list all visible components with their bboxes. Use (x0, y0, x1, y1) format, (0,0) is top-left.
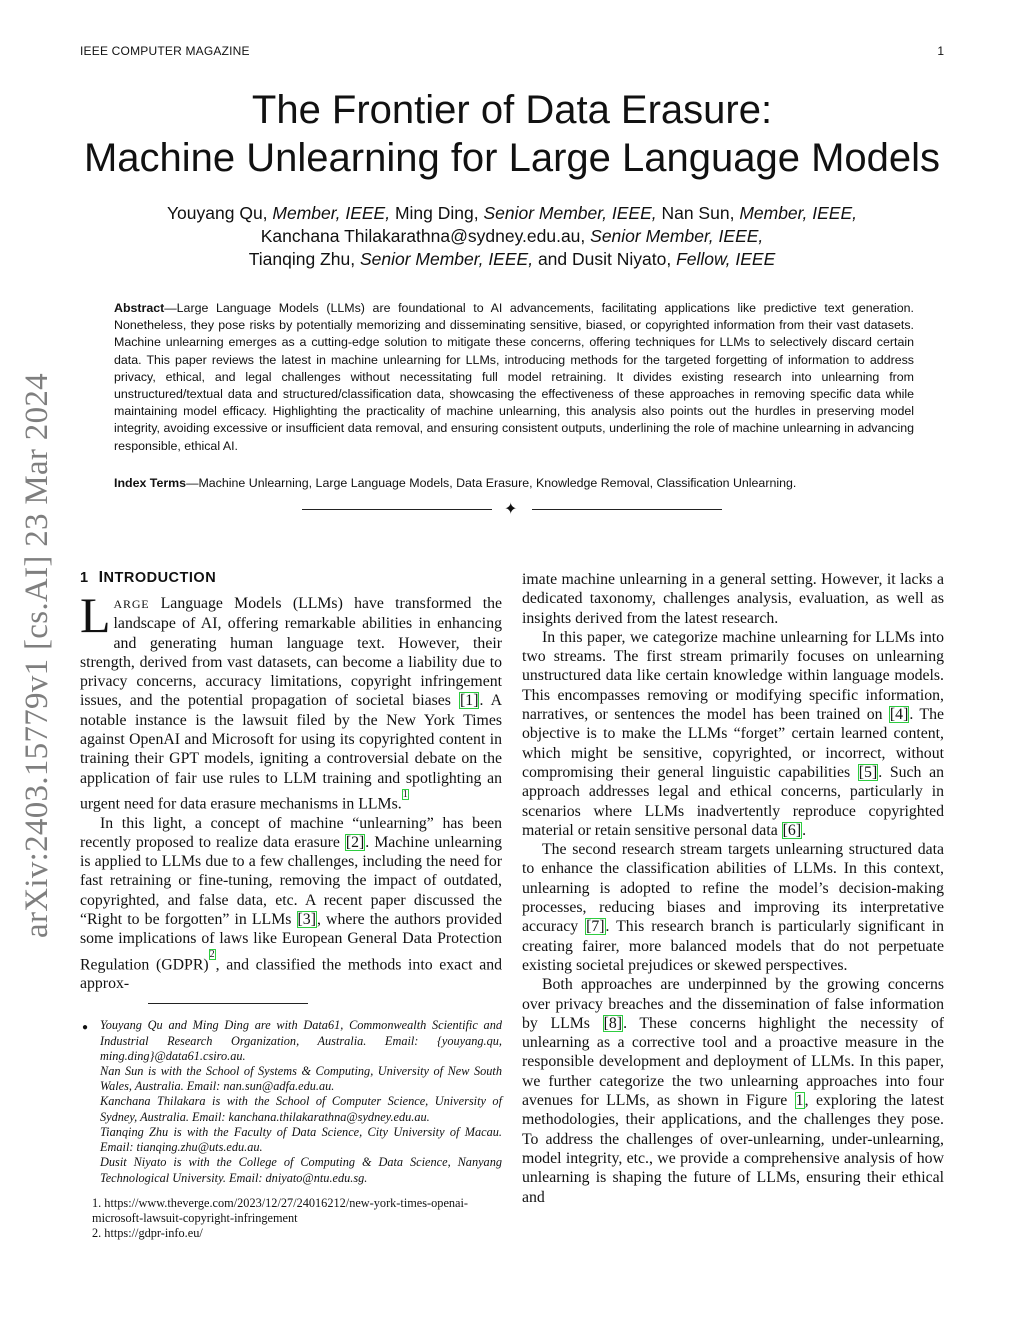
author-line-2 (80, 225, 944, 248)
intro-paragraph-6: Both approaches are underpinned by the growing concerns over privacy breaches and the dissemination of false information by LLMs [8]. These concerns highlight the necessity of unlearning as a corrective tool and a proactive measure in the responsible development and deployment of LLMs. In this paper, we further categorize the two unlearning approaches into four avenues for LLMs, as shown in Figure 1, exploring the latest methodologies, their applications, and the challenges they pose. To address the challenges of over-unlearning, under-unlearning, model integrity, etc., we provide a comprehensive analysis of how unlearning is shaping the future of LLMs, ensuring their ethical and (522, 976, 944, 1206)
author-name: and Dusit Niyato, (533, 249, 677, 269)
author-role: Member, IEEE, (272, 203, 391, 223)
footnotes (80, 1196, 502, 1242)
divider-line-right (532, 509, 722, 510)
author-list (80, 202, 944, 271)
intro-paragraph-5: The second research stream targets unlearning structured data to enhance the classification abilities of LLMs. In this context, unlearning is adopted to refine the model’s decision-making processes, reducing biases and improving its interpretative accuracy [7]. This research branch is particularly significant in creating fairer, more balanced models that do not perpetuate existing societal prejudices or skewed perspectives. (522, 841, 944, 974)
footnote-link[interactable]: 1 (402, 788, 408, 800)
author-name: Youyang Qu, (166, 203, 273, 223)
author-name: Kanchana Thilakarathna@sydney.edu.au, (260, 226, 591, 246)
divider-line-left (302, 509, 492, 510)
abstract-text: —Large Language Models (LLMs) are foundational to AI advancements, facilitating applications like predictive text generation. Nonetheless, they pose risks by potentially memorizing and disseminating sensitive, biased, or copyrighted information from their vast datasets. Machine unlearning emerges as a cutting-edge solution to mitigate these concerns, offering techniques for LLMs to selectively discard certain data. This paper reviews the latest in machine unlearning for LLMs, introducing methods for the targeted forgetting of information to address privacy, ethical, and legal challenges without necessitating full model retraining. It divides existing research into unlearning from unstructured/textual data and structured/classification data, showcasing the effectiveness of these approaches in removing specific data while maintaining model efficacy. Highlighting the practicality of machine unlearning, this analysis also points out the hurdles in preserving model integrity, avoiding excessive or insufficient data removal, and ensuring consistent outputs, underlining the role of machine unlearning in advancing responsible, ethical AI. (114, 301, 914, 453)
author-role: Member, IEEE, (739, 203, 857, 223)
citation-link[interactable]: [5] (858, 763, 878, 781)
page-number: 1 (937, 44, 944, 58)
author-name: Ming Ding, (390, 203, 484, 223)
section-number: 1 (80, 570, 89, 586)
author-role: Fellow, IEEE (676, 249, 776, 269)
author-line-1 (80, 202, 944, 225)
intro-paragraph-2: In this light, a concept of machine “unlearning” has been recently proposed to realize data erasure [2]. Machine unlearning is applied to LLMs due to a few challenges, including the need for fast retraining or fine-tuning, removing the impact of outdated, copyrighted, and false data, etc. A recent paper discussed the “Right to be forgotten” in LLMs [3], where the authors provided some implications of laws like European General Data Protection Regulation (GDPR)$^{^2}$, and classified the methods into exact and approx- (80, 814, 503, 993)
footnote-rule (148, 1003, 308, 1004)
citation-link[interactable]: [8] (603, 1014, 623, 1032)
right-column (522, 570, 944, 1207)
divider-diamond-icon: ✦ (504, 501, 518, 518)
author-name: Nan Sun, (656, 203, 740, 223)
affiliation-entry: Tianqing Zhu is with the Faculty of Data Science, City University of Macau. Email: tianqing.zhu@uts.edu.au. (100, 1124, 502, 1155)
footnote-link[interactable]: 2 (209, 949, 215, 961)
drop-cap: L (80, 587, 111, 643)
figure-link[interactable]: 1 (795, 1092, 804, 1110)
author-role: Senior Member, IEEE, (483, 203, 657, 223)
author-affiliations (80, 1018, 502, 1185)
citation-link[interactable]: [6] (782, 821, 802, 839)
bullet-icon: ● (82, 1022, 89, 1034)
citation-link[interactable]: [7] (586, 918, 605, 936)
paper-title (60, 86, 964, 182)
footnote-2: 2. https://gdpr-info.eu/ (92, 1226, 203, 1241)
author-role: Senior Member, IEEE, (359, 249, 534, 269)
index-terms (114, 475, 914, 492)
paper-title-line-2: Machine Unlearning for Large Language Models (83, 136, 941, 180)
intro-paragraph-4: In this paper, we categorize machine unlearning for LLMs into two streams. The first stream primarily focuses on unlearning unstructured data like certain knowledge within language models. This encompasses removing or modifying specific information, narratives, or sentences the model has been trained on [4]. The objective is to make the LLMs “forget” certain learned content, which might be sensitive, copyrighted, or incorrect, without compromising their general linguistic capabilities [5]. Such an approach addresses legal and ethical concerns, particularly in scenarios where LLMs inadvertently reproduce copyrighted material or retain sensitive personal data [6]. (522, 628, 944, 839)
citation-link[interactable]: [2] (345, 833, 365, 851)
author-name: Tianqing Zhu, (248, 249, 360, 269)
affiliation-entry: Nan Sun is with the School of Systems & Computing, University of New South Wales, Australia. Email: nan.sun@adfa.edu.au. (100, 1064, 502, 1094)
index-terms-text: —Machine Unlearning, Large Language Models, Data Erasure, Knowledge Removal, Classification Unlearning. (186, 476, 797, 490)
section-divider (302, 500, 722, 520)
abstract-label: Abstract (114, 301, 165, 315)
citation-link[interactable]: [4] (889, 706, 909, 724)
affiliation-entry: Kanchana Thilakara is with the School of Computer Science, University of Sydney, Australia. Email: kanchana.thilakarathna@sydney.edu.au. (100, 1094, 502, 1124)
left-column (80, 568, 502, 1241)
intro-paragraph-3: imate machine unlearning in a general setting. However, it lacks a dedicated taxonomy, challenges analysis, evaluation, as well as insights derived from the latest research. (522, 571, 944, 627)
footnote-1: 1. https://www.theverge.com/2023/12/27/24016212/new-york-times-openai-microsoft-lawsuit-copyright-infringement (92, 1195, 469, 1225)
abstract (114, 300, 914, 455)
section-heading-introduction: 1 INTRODUCTION (80, 569, 217, 586)
citation-link[interactable]: [3] (297, 911, 316, 929)
running-header-journal: IEEE COMPUTER MAGAZINE (80, 44, 250, 58)
affiliation-entry: Dusit Niyato is with the College of Computing & Data Science, Nanyang Technological University. Email: dniyato@ntu.edu.sg. (100, 1155, 502, 1185)
paper-title-line-1: The Frontier of Data Erasure: (251, 88, 773, 132)
intro-paragraph-1: LARGE Language Models (LLMs) have transformed the landscape of AI, offering remarkable abilities in enhancing and generating human language text. However, their strength, derived from vast datasets, can become a liability due to privacy concerns, accuracy limitations, copyright infringement issues, and the potential propagation of societal biases [1]. A notable instance is the lawsuit filed by the New York Times against OpenAI and Microsoft for using its copyrighted content in training their GPT models, igniting a controversial debate on the application of fair use rules to LLM training and spotlighting an urgent need for data erasure mechanisms in LLMs.$^{^1}$ (80, 587, 502, 813)
citation-link[interactable]: [1] (460, 692, 479, 710)
index-terms-label: Index Terms (114, 476, 187, 490)
author-role: Senior Member, IEEE, (590, 226, 764, 246)
arxiv-identifier-stamp: arXiv:2403.15779v1 [cs.AI] 23 Mar 2024 (19, 373, 55, 938)
author-line-3 (80, 248, 944, 271)
affiliation-entry: Youyang Qu and Ming Ding are with Data61, Commonwealth Scientific and Industrial Research Organization, Australia. Email: {youyang.qu, ming.ding}@data61.csiro.au. (100, 1018, 502, 1063)
